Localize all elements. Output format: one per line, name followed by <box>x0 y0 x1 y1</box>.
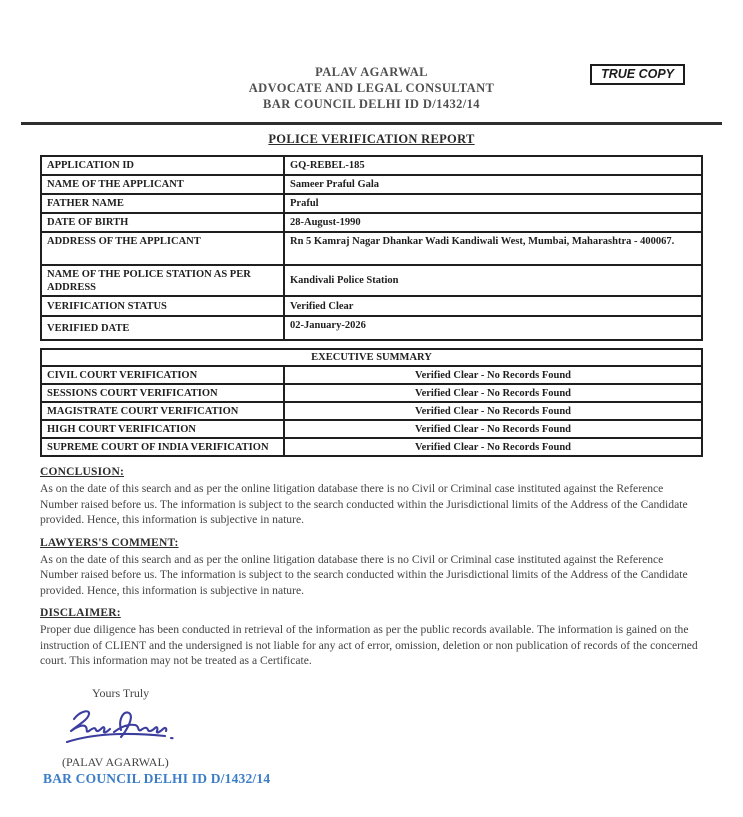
row-label: ADDRESS OF THE APPLICANT <box>41 232 284 265</box>
row-label: VERIFICATION STATUS <box>41 296 284 316</box>
table-row <box>41 384 702 402</box>
advocate-name: PALAV AGARWAL <box>315 65 428 79</box>
table-row <box>41 316 702 340</box>
row-value: Praful <box>284 194 702 213</box>
table-row <box>41 194 702 213</box>
true-copy-stamp: TRUE COPY <box>590 64 685 85</box>
row-value: Verified Clear - No Records Found <box>284 402 702 420</box>
row-value: Verified Clear - No Records Found <box>284 384 702 402</box>
lawyers-comment-body: As on the date of this search and as per the online litigation database there is no Civil or Criminal case instituted against the Reference Number raised before us. The information is subject to the search conducted within the Jurisdictional limits of the Address of the Candidate provided. Hence, this information is subjective in nature. <box>40 552 688 597</box>
signature-image <box>58 705 198 755</box>
signatory-name: (PALAV AGARWAL) <box>62 754 169 769</box>
table-row <box>41 420 702 438</box>
disclaimer-section <box>40 607 703 669</box>
summary-header: EXECUTIVE SUMMARY <box>41 349 702 366</box>
row-value: Verified Clear - No Records Found <box>284 420 702 438</box>
row-label: CIVIL COURT VERIFICATION <box>41 366 284 384</box>
row-value: 02-January-2026 <box>284 316 702 340</box>
table-row <box>41 175 702 194</box>
table-row <box>41 213 702 232</box>
advocate-bar-id: BAR COUNCIL DELHI ID D/1432/14 <box>263 97 480 111</box>
page-title: POLICE VERIFICATION REPORT <box>268 132 475 146</box>
row-label: SESSIONS COURT VERIFICATION <box>41 384 284 402</box>
row-value: Sameer Praful Gala <box>284 175 702 194</box>
lawyers-comment-heading: LAWYERS'S COMMENT: <box>40 536 179 549</box>
lawyers-comment-section <box>40 537 703 599</box>
table-row <box>41 232 702 265</box>
row-value: Rn 5 Kamraj Nagar Dhankar Wadi Kandiwali West, Mumbai, Maharashtra - 400067. <box>284 232 702 265</box>
row-label: NAME OF THE APPLICANT <box>41 175 284 194</box>
row-label: MAGISTRATE COURT VERIFICATION <box>41 402 284 420</box>
header-divider <box>21 122 722 125</box>
table-row <box>41 265 702 296</box>
table-row <box>41 402 702 420</box>
row-value: Kandivali Police Station <box>284 265 702 296</box>
table-row <box>41 438 702 456</box>
disclaimer-body: Proper due diligence has been conducted in retrieval of the information as per the public records available. The information is gained on the instruction of CLIENT and the undersigned is not liable for any act of error, omission, deletion or non publication of records of the concerned court. This information may not be treated as a Certificate. <box>40 623 698 667</box>
row-label: DATE OF BIRTH <box>41 213 284 232</box>
row-label: HIGH COURT VERIFICATION <box>41 420 284 438</box>
summary-header-row <box>41 349 702 366</box>
row-value: Verified Clear <box>284 296 702 316</box>
row-label: SUPREME COURT OF INDIA VERIFICATION <box>41 438 284 456</box>
signature-block <box>58 705 198 755</box>
row-value: 28-August-1990 <box>284 213 702 232</box>
letterhead <box>0 0 743 112</box>
row-label: VERIFIED DATE <box>41 316 284 340</box>
row-label: APPLICATION ID <box>41 156 284 175</box>
conclusion-heading: CONCLUSION: <box>40 466 124 478</box>
row-value: Verified Clear - No Records Found <box>284 438 702 456</box>
table-row <box>41 156 702 175</box>
table-row <box>41 296 702 316</box>
conclusion-body: As on the date of this search and as per the online litigation database there is no Civil or Criminal case instituted against the Reference Number raised before us. The information is subject to the search conducted within the Jurisdictional limits of the Address of the Candidate provided. Hence, this information is subjective in nature. <box>40 482 688 526</box>
conclusion-section <box>40 466 703 528</box>
closing-text: Yours Truly <box>92 685 150 700</box>
disclaimer-heading: DISCLAIMER: <box>40 607 121 619</box>
table-row <box>41 366 702 384</box>
executive-summary-table <box>40 348 703 457</box>
row-label: FATHER NAME <box>41 194 284 213</box>
advocate-designation: ADVOCATE AND LEGAL CONSULTANT <box>248 81 495 95</box>
row-value: GQ-REBEL-185 <box>284 156 702 175</box>
applicant-details-table <box>40 155 703 341</box>
row-value: Verified Clear - No Records Found <box>284 366 702 384</box>
row-label: NAME OF THE POLICE STATION AS PER ADDRESS <box>41 265 284 296</box>
signatory-bar-id: BAR COUNCIL DELHI ID D/1432/14 <box>43 770 271 786</box>
